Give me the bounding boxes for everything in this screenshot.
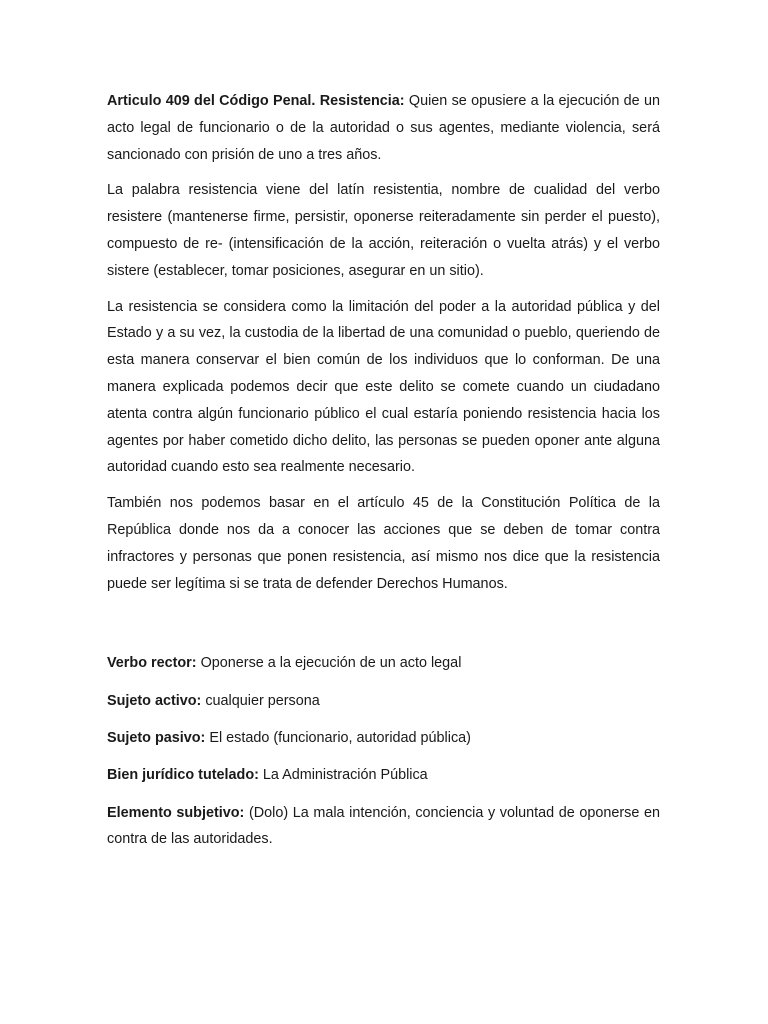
element-subjetivo	[107, 800, 660, 854]
article-heading: Articulo 409 del Código Penal. Resistencia:	[107, 93, 405, 109]
element-sujeto-pasivo	[107, 725, 660, 752]
element-label: Verbo rector:	[107, 655, 197, 672]
element-label: Elemento subjetivo:	[107, 804, 245, 821]
article-paragraph	[107, 88, 660, 168]
paragraph-definition: La resistencia se considera como la limitación del poder a la autoridad pública y del Estado y a su vez, la custodia de la libertad de una comunidad o pueblo, queriendo de esta manera conservar el bien común de los individuos que lo conforman. De una manera explicada podemos decir que este delito se comete cuando un ciudadano atenta contra algún funcionario público el cual estaría poniendo resistencia hacia los agentes por haber cometido dicho delito, las personas se pueden oponer ante alguna autoridad cuando esto sea realmente necesario.	[107, 298, 660, 476]
section-spacer	[107, 606, 660, 650]
element-label: Sujeto pasivo:	[107, 729, 206, 746]
paragraph-constitution: También nos podemos basar en el artículo 45 de la Constitución Política de la República donde nos da a conocer las acciones que se deben de tomar contra infractores y personas que ponen resistencia, así mismo nos dice que la resistencia puede ser legítima si se trata de defender Derechos Humanos.	[107, 495, 660, 592]
paragraph-etymology: La palabra resistencia viene del latín resistentia, nombre de cualidad del verbo resistere (mantenerse firme, persistir, oponerse reiteradamente sin perder el puesto), compuesto de re- (intensificación de la acción, reiteración o vuelta atrás) y el verbo sistere (establecer, tomar posiciones, asegurar en un sitio).	[107, 182, 660, 279]
element-label: Bien jurídico tutelado:	[107, 767, 259, 784]
element-label: Sujeto activo:	[107, 692, 202, 709]
document-page	[107, 88, 660, 864]
element-value: Oponerse a la ejecución de un acto legal	[196, 655, 462, 672]
element-value: cualquier persona	[201, 692, 320, 709]
article-text: Quien se opusiere a la ejecución de un acto legal de funcionario o de la autoridad o sus agentes, mediante violencia, será sancionado con prisión de uno a tres años.	[107, 93, 660, 163]
element-sujeto-activo	[107, 688, 660, 715]
element-value: (Dolo) La mala intención, conciencia y voluntad de oponerse en contra de las autoridades.	[107, 804, 660, 848]
element-value: El estado (funcionario, autoridad pública)	[205, 729, 471, 746]
element-bien-juridico	[107, 762, 660, 789]
element-verbo-rector	[107, 650, 660, 677]
element-value: La Administración Pública	[258, 767, 428, 784]
